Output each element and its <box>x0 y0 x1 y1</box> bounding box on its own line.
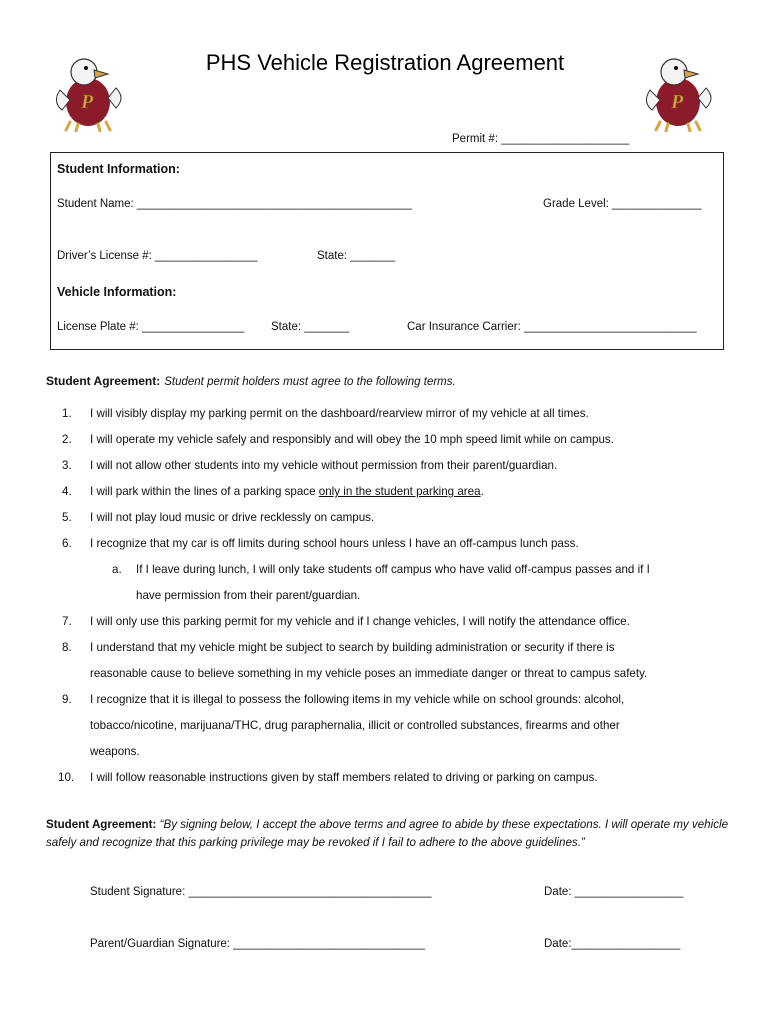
grade-level-field[interactable]: Grade Level: ______________ <box>543 198 702 210</box>
logo-letter: P <box>81 91 94 113</box>
final-agreement <box>46 816 736 852</box>
item-text: . <box>480 485 484 498</box>
insurance-carrier-field[interactable]: Car Insurance Carrier: ___________________________ <box>407 321 697 333</box>
student-name-field[interactable]: Student Name: ___________________________________________ <box>57 198 412 210</box>
information-box <box>50 152 724 350</box>
item-text: I recognize that it is illegal to possess the following items in my vehicle while on school grounds: alcohol, <box>90 693 625 706</box>
item-text: I will park within the lines of a parking space <box>90 485 319 498</box>
list-item <box>62 485 484 498</box>
permit-number-field[interactable]: Permit #: ____________________ <box>452 133 630 145</box>
item-text: have permission from their parent/guardian. <box>136 589 361 602</box>
student-signature-field[interactable]: Student Signature: ______________________________________ <box>90 886 432 898</box>
list-item <box>62 641 615 654</box>
student-info-heading: Student Information: <box>57 162 180 176</box>
item-text: I understand that my vehicle might be subject to search by building administration or security if there is <box>90 641 615 654</box>
item-number: 2. <box>62 433 72 446</box>
student-date-field[interactable]: Date: _________________ <box>544 886 684 898</box>
item-text: I will visibly display my parking permit on the dashboard/rearview mirror of my vehicle at all times. <box>90 407 589 420</box>
license-state-field[interactable]: State: _______ <box>317 250 396 262</box>
final-agreement-quote: “By signing below, I accept the above terms and agree to abide by these expectations. I will operate my vehicle safely and recognize that this parking privilege may be revoked if I fail to adhere to the above guidelines.” <box>46 818 729 849</box>
plate-state-field[interactable]: State: _______ <box>271 321 350 333</box>
list-item <box>58 771 598 784</box>
item-text: I will follow reasonable instructions given by staff members related to driving or parking on campus. <box>90 771 598 784</box>
list-item-continued <box>90 719 620 732</box>
list-item <box>62 459 557 472</box>
parent-signature-field[interactable]: Parent/Guardian Signature: ______________________________ <box>90 938 426 950</box>
final-agreement-lead: Student Agreement: <box>46 818 157 831</box>
page-title: PHS Vehicle Registration Agreement <box>205 50 565 75</box>
item-text: reasonable cause to believe something in my vehicle poses an immediate danger or threat to campus safety. <box>90 667 648 680</box>
license-plate-field[interactable]: License Plate #: ________________ <box>57 321 245 333</box>
item-text: If I leave during lunch, I will only take students off campus who have valid off-campus passes and if I <box>136 563 650 576</box>
list-item <box>62 407 589 420</box>
item-text: I recognize that my car is off limits during school hours unless I have an off-campus lunch pass. <box>90 537 579 550</box>
item-number: 8. <box>62 641 72 654</box>
list-subitem-continued <box>136 589 360 602</box>
item-text: I will only use this parking permit for my vehicle and if I change vehicles, I will notify the attendance office. <box>90 615 630 628</box>
agreement-intro-lead: Student Agreement: <box>46 374 161 388</box>
agreement-intro <box>46 374 456 388</box>
list-item <box>62 433 614 446</box>
item-number: 9. <box>62 693 72 706</box>
item-number: 7. <box>62 615 72 628</box>
item-text: I will not allow other students into my vehicle without permission from their parent/guardian. <box>90 459 558 472</box>
list-item <box>62 511 374 524</box>
logo-letter: P <box>671 91 684 113</box>
list-subitem <box>112 563 650 576</box>
item-text: tobacco/nicotine, marijuana/THC, drug paraphernalia, illicit or controlled substances, firearms and other <box>90 719 620 732</box>
logo-wing <box>108 88 121 108</box>
list-item-continued <box>90 667 647 680</box>
item-text-underlined: only in the student parking area <box>318 485 481 498</box>
logo-wing <box>698 88 711 108</box>
item-text: weapons. <box>90 745 140 758</box>
item-number: 10. <box>58 771 75 784</box>
list-item <box>62 615 630 628</box>
parent-date-field[interactable]: Date:_________________ <box>544 938 681 950</box>
list-item <box>62 537 579 550</box>
item-text: I will operate my vehicle safely and responsibly and will obey the 10 mph speed limit while on campus. <box>90 433 614 446</box>
list-item-continued <box>90 745 140 758</box>
item-number: 4. <box>62 485 72 498</box>
item-number: 3. <box>62 459 72 472</box>
item-number: 5. <box>62 511 72 524</box>
item-text: I will not play loud music or drive recklessly on campus. <box>90 511 375 524</box>
item-number: 6. <box>62 537 72 550</box>
agreement-intro-sub: Student permit holders must agree to the following terms. <box>164 376 456 388</box>
drivers-license-field[interactable]: Driver’s License #: ________________ <box>57 250 258 262</box>
vehicle-info-heading: Vehicle Information: <box>57 285 177 299</box>
item-number: a. <box>112 563 122 576</box>
item-number: 1. <box>62 407 72 420</box>
list-item <box>62 693 624 706</box>
